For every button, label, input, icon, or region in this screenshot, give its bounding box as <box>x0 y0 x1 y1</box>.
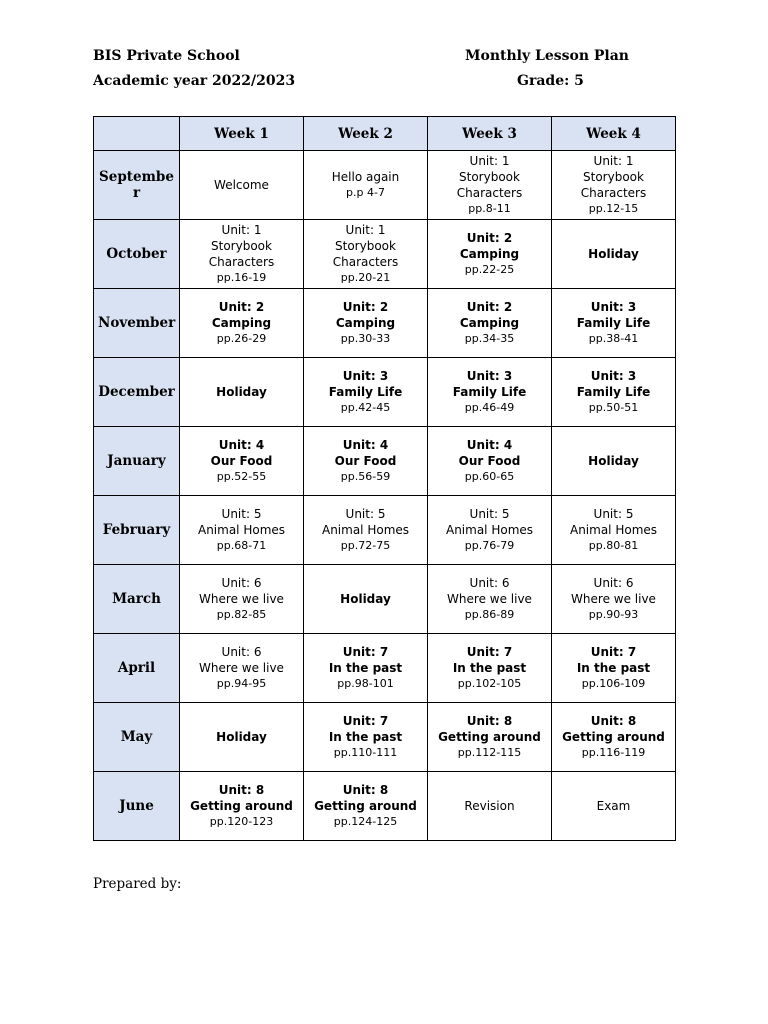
unit-title: Storybook Characters <box>332 239 399 269</box>
lesson-cell <box>552 151 676 220</box>
unit-label: Unit: 7 <box>590 645 637 659</box>
unit-title: Storybook Characters <box>580 170 647 200</box>
unit-title: Family Life <box>576 316 651 330</box>
table-row <box>94 703 676 772</box>
unit-label: Unit: 7 <box>466 645 513 659</box>
page-range: pp.12-15 <box>588 202 639 215</box>
unit-title: Where we live <box>199 661 284 675</box>
lesson-plan-table <box>93 116 676 841</box>
lesson-cell <box>552 565 676 634</box>
page-range: pp.124-125 <box>333 815 398 828</box>
unit-title: Our Food <box>334 454 397 468</box>
cell-text: Holiday <box>340 592 391 606</box>
lesson-cell <box>304 703 428 772</box>
unit-title: Storybook Characters <box>208 239 275 269</box>
cell-text: Holiday <box>216 730 267 744</box>
unit-label: Hello again <box>331 170 400 184</box>
table-row <box>94 565 676 634</box>
unit-label: Unit: 8 <box>590 714 637 728</box>
page-range: pp.26-29 <box>216 332 267 345</box>
table-row <box>94 496 676 565</box>
unit-title: Animal Homes <box>197 523 286 537</box>
page-range: pp.110-111 <box>333 746 398 759</box>
lesson-cell <box>428 358 552 427</box>
week-header: Week 3 <box>428 117 552 151</box>
unit-title: Our Food <box>210 454 273 468</box>
lesson-cell <box>304 289 428 358</box>
unit-label: Unit: 1 <box>345 223 386 237</box>
lesson-cell <box>552 634 676 703</box>
month-label: January <box>94 427 180 496</box>
lesson-cell <box>428 565 552 634</box>
unit-label: Unit: 3 <box>590 369 637 383</box>
lesson-cell <box>304 496 428 565</box>
month-label: March <box>94 565 180 634</box>
page-range: pp.80-81 <box>588 539 639 552</box>
unit-title: Where we live <box>571 592 656 606</box>
unit-label: Unit: 2 <box>342 300 389 314</box>
lesson-cell <box>304 151 428 220</box>
lesson-cell <box>180 565 304 634</box>
page-range: pp.76-79 <box>464 539 515 552</box>
lesson-cell <box>428 496 552 565</box>
unit-label: Unit: 7 <box>342 714 389 728</box>
unit-label: Unit: 8 <box>342 783 389 797</box>
lesson-cell <box>552 427 676 496</box>
lesson-cell <box>552 289 676 358</box>
unit-title: Getting around <box>438 730 541 744</box>
unit-title: Family Life <box>576 385 651 399</box>
page-range: pp.56-59 <box>340 470 391 483</box>
page-range: pp.86-89 <box>464 608 515 621</box>
page-range: pp.34-35 <box>464 332 515 345</box>
unit-label: Unit: 8 <box>466 714 513 728</box>
unit-label: Unit: 6 <box>221 645 262 659</box>
lesson-cell <box>180 703 304 772</box>
page-range: pp.30-33 <box>340 332 391 345</box>
lesson-cell <box>552 772 676 841</box>
cell-text: Revision <box>464 799 515 813</box>
prepared-by: Prepared by: <box>93 876 182 892</box>
unit-label: Unit: 2 <box>218 300 265 314</box>
month-label: Septembe r <box>94 151 180 220</box>
lesson-cell <box>180 772 304 841</box>
page-range: pp.72-75 <box>340 539 391 552</box>
unit-title: Animal Homes <box>321 523 410 537</box>
page-range: pp.112-115 <box>457 746 522 759</box>
page-range: pp.20-21 <box>340 271 391 284</box>
cell-text: Holiday <box>588 247 639 261</box>
lesson-cell <box>180 634 304 703</box>
week-header: Week 4 <box>552 117 676 151</box>
cell-text: Exam <box>596 799 631 813</box>
cell-text: Holiday <box>216 385 267 399</box>
table-row <box>94 151 676 220</box>
unit-label: Unit: 6 <box>469 576 510 590</box>
unit-title: Getting around <box>562 730 665 744</box>
unit-label: Unit: 4 <box>218 438 265 452</box>
lesson-cell <box>180 151 304 220</box>
school-name: BIS Private School <box>93 48 240 64</box>
lesson-cell <box>304 634 428 703</box>
page-range: pp.68-71 <box>216 539 267 552</box>
corner-cell <box>94 117 180 151</box>
lesson-cell <box>180 358 304 427</box>
lesson-cell <box>180 289 304 358</box>
unit-title: Where we live <box>447 592 532 606</box>
unit-label: Unit: 6 <box>593 576 634 590</box>
lesson-cell <box>304 220 428 289</box>
unit-title: In the past <box>452 661 527 675</box>
unit-title: Family Life <box>452 385 527 399</box>
unit-title: Storybook Characters <box>456 170 523 200</box>
table-row <box>94 634 676 703</box>
unit-title: Getting around <box>190 799 293 813</box>
lesson-cell <box>304 772 428 841</box>
lesson-cell <box>428 772 552 841</box>
unit-title: Camping <box>335 316 396 330</box>
lesson-cell <box>428 634 552 703</box>
lesson-cell <box>428 220 552 289</box>
lesson-cell <box>552 496 676 565</box>
lesson-cell <box>428 703 552 772</box>
page-range: pp.42-45 <box>340 401 391 414</box>
month-label: June <box>94 772 180 841</box>
page-range: pp.120-123 <box>209 815 274 828</box>
unit-label: Unit: 7 <box>342 645 389 659</box>
unit-title: Camping <box>459 247 520 261</box>
lesson-cell <box>304 427 428 496</box>
month-label: February <box>94 496 180 565</box>
header-row <box>94 117 676 151</box>
week-header: Week 2 <box>304 117 428 151</box>
lesson-cell <box>428 427 552 496</box>
page-range: pp.46-49 <box>464 401 515 414</box>
lesson-cell <box>552 220 676 289</box>
month-label: October <box>94 220 180 289</box>
cell-text: Holiday <box>588 454 639 468</box>
month-label: November <box>94 289 180 358</box>
unit-title: Camping <box>459 316 520 330</box>
unit-title: In the past <box>328 730 403 744</box>
month-label: December <box>94 358 180 427</box>
lesson-cell <box>180 220 304 289</box>
unit-title: In the past <box>576 661 651 675</box>
page-range: pp.116-119 <box>581 746 646 759</box>
unit-label: Unit: 4 <box>466 438 513 452</box>
table-row <box>94 427 676 496</box>
plan-title: Monthly Lesson Plan <box>465 48 629 64</box>
unit-title: Animal Homes <box>445 523 534 537</box>
unit-title: Camping <box>211 316 272 330</box>
academic-year: Academic year 2022/2023 <box>93 73 296 89</box>
month-label: April <box>94 634 180 703</box>
unit-label: Unit: 2 <box>466 231 513 245</box>
grade-label: Grade: 5 <box>517 73 584 89</box>
lesson-cell <box>304 358 428 427</box>
unit-label: Unit: 3 <box>590 300 637 314</box>
lesson-cell <box>428 289 552 358</box>
unit-label: Unit: 4 <box>342 438 389 452</box>
lesson-cell <box>552 358 676 427</box>
page-range: pp.50-51 <box>588 401 639 414</box>
unit-title: Where we live <box>199 592 284 606</box>
page-range: pp.98-101 <box>337 677 394 690</box>
unit-label: Unit: 3 <box>342 369 389 383</box>
lesson-cell <box>304 565 428 634</box>
page-range: pp.94-95 <box>216 677 267 690</box>
unit-title: In the past <box>328 661 403 675</box>
lesson-cell <box>180 496 304 565</box>
unit-label: Unit: 5 <box>221 507 262 521</box>
page-range: pp.106-109 <box>581 677 646 690</box>
page-range: pp.38-41 <box>588 332 639 345</box>
cell-text: Welcome <box>214 178 269 192</box>
unit-label: Unit: 5 <box>469 507 510 521</box>
page-range: pp.82-85 <box>216 608 267 621</box>
unit-label: Unit: 1 <box>469 154 510 168</box>
unit-label: Unit: 1 <box>593 154 634 168</box>
table-row <box>94 772 676 841</box>
week-header: Week 1 <box>180 117 304 151</box>
unit-label: Unit: 5 <box>593 507 634 521</box>
table-row <box>94 358 676 427</box>
unit-label: Unit: 3 <box>466 369 513 383</box>
page-range: pp.60-65 <box>464 470 515 483</box>
unit-label: Unit: 5 <box>345 507 386 521</box>
lesson-cell <box>180 427 304 496</box>
lesson-cell <box>428 151 552 220</box>
page-range: pp.52-55 <box>216 470 267 483</box>
table-row <box>94 289 676 358</box>
table-row <box>94 220 676 289</box>
unit-title: Animal Homes <box>569 523 658 537</box>
lesson-cell <box>552 703 676 772</box>
unit-label: Unit: 2 <box>466 300 513 314</box>
unit-title: Family Life <box>328 385 403 399</box>
page-range: pp.16-19 <box>216 271 267 284</box>
month-label: May <box>94 703 180 772</box>
page-range: pp.90-93 <box>588 608 639 621</box>
page-range: pp.22-25 <box>464 263 515 276</box>
page-range: pp.102-105 <box>457 677 522 690</box>
unit-label: Unit: 6 <box>221 576 262 590</box>
unit-title: Getting around <box>314 799 417 813</box>
page-range: p.p 4-7 <box>346 186 385 199</box>
unit-title: Our Food <box>458 454 521 468</box>
unit-label: Unit: 8 <box>218 783 265 797</box>
unit-label: Unit: 1 <box>221 223 262 237</box>
page-range: pp.8-11 <box>468 202 511 215</box>
